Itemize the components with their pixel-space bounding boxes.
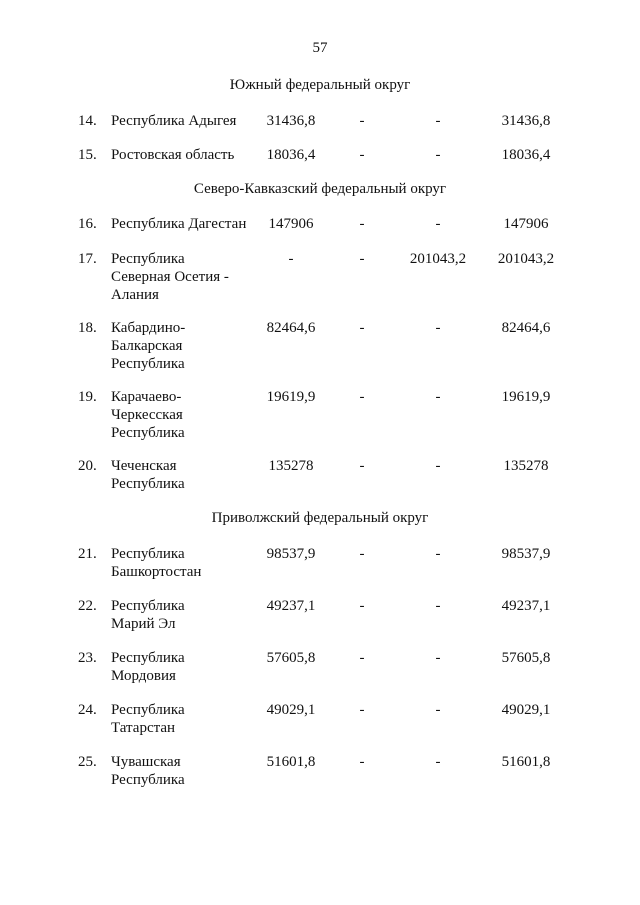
row-number: 14. xyxy=(78,113,97,129)
row-number: 21. xyxy=(78,546,97,562)
region-name: Чеченская Республика xyxy=(111,458,185,492)
value-col-2: - xyxy=(359,754,365,770)
table-row xyxy=(0,753,640,813)
row-number: 16. xyxy=(78,216,97,232)
value-total: 201043,2 xyxy=(497,251,555,267)
value-col-3: 201043,2 xyxy=(409,251,467,267)
value-col-1: - xyxy=(288,251,294,267)
value-col-2: - xyxy=(359,650,365,666)
value-total: 49237,1 xyxy=(501,598,551,614)
table-row xyxy=(0,250,640,310)
row-number: 15. xyxy=(78,147,97,163)
value-col-1: 51601,8 xyxy=(266,754,316,770)
value-col-2: - xyxy=(359,251,365,267)
value-total: 98537,9 xyxy=(501,546,551,562)
value-col-2: - xyxy=(359,320,365,336)
region-name: Республика Дагестан xyxy=(111,216,247,232)
value-total: 82464,6 xyxy=(501,320,551,336)
value-total: 19619,9 xyxy=(501,389,551,405)
table-row xyxy=(0,319,640,379)
value-col-3: - xyxy=(435,389,441,405)
region-name: Ростовская область xyxy=(111,147,235,163)
value-col-3: - xyxy=(435,650,441,666)
value-col-1: 147906 xyxy=(268,216,314,232)
value-col-2: - xyxy=(359,389,365,405)
table-row xyxy=(0,388,640,448)
region-name: Республика Северная Осетия - Алания xyxy=(111,251,229,303)
value-col-2: - xyxy=(359,216,365,232)
value-col-1: 135278 xyxy=(268,458,314,474)
value-col-3: - xyxy=(435,113,441,129)
region-name: Республика Башкортостан xyxy=(111,546,202,580)
value-total: 31436,8 xyxy=(501,113,551,129)
region-name: Республика Марий Эл xyxy=(111,598,185,632)
value-col-3: - xyxy=(435,598,441,614)
region-name: Карачаево- Черкесская Республика xyxy=(111,389,185,441)
value-col-1: 49237,1 xyxy=(266,598,316,614)
value-total: 147906 xyxy=(503,216,549,232)
value-col-1: 82464,6 xyxy=(266,320,316,336)
value-col-3: - xyxy=(435,216,441,232)
row-number: 17. xyxy=(78,251,97,267)
value-total: 135278 xyxy=(503,458,549,474)
value-total: 49029,1 xyxy=(501,702,551,718)
value-col-1: 31436,8 xyxy=(266,113,316,129)
section-heading-south: Южный федеральный округ xyxy=(229,77,411,93)
value-col-2: - xyxy=(359,702,365,718)
page-number: 57 xyxy=(312,40,328,56)
region-name: Республика Мордовия xyxy=(111,650,185,684)
value-col-3: - xyxy=(435,320,441,336)
value-col-1: 49029,1 xyxy=(266,702,316,718)
value-col-2: - xyxy=(359,598,365,614)
value-total: 51601,8 xyxy=(501,754,551,770)
row-number: 19. xyxy=(78,389,97,405)
row-number: 18. xyxy=(78,320,97,336)
value-col-2: - xyxy=(359,458,365,474)
table-row xyxy=(0,597,640,657)
value-col-1: 98537,9 xyxy=(266,546,316,562)
value-col-2: - xyxy=(359,147,365,163)
table-row xyxy=(0,701,640,761)
table-row xyxy=(0,649,640,709)
value-col-1: 18036,4 xyxy=(266,147,316,163)
value-total: 18036,4 xyxy=(501,147,551,163)
row-number: 24. xyxy=(78,702,97,718)
region-name: Кабардино- Балкарская Республика xyxy=(111,320,186,372)
row-number: 23. xyxy=(78,650,97,666)
value-col-3: - xyxy=(435,458,441,474)
value-col-3: - xyxy=(435,147,441,163)
table-row xyxy=(0,457,640,517)
value-col-3: - xyxy=(435,546,441,562)
value-col-3: - xyxy=(435,702,441,718)
region-name: Республика Татарстан xyxy=(111,702,185,736)
table-row xyxy=(0,545,640,605)
row-number: 25. xyxy=(78,754,97,770)
value-total: 57605,8 xyxy=(501,650,551,666)
row-number: 22. xyxy=(78,598,97,614)
row-number: 20. xyxy=(78,458,97,474)
value-col-3: - xyxy=(435,754,441,770)
section-heading-volga: Приволжский федеральный округ xyxy=(211,510,429,526)
value-col-2: - xyxy=(359,113,365,129)
value-col-1: 19619,9 xyxy=(266,389,316,405)
region-name: Чувашская Республика xyxy=(111,754,185,788)
value-col-2: - xyxy=(359,546,365,562)
value-col-1: 57605,8 xyxy=(266,650,316,666)
section-heading-north-caucasus: Северо-Кавказский федеральный округ xyxy=(193,181,447,197)
region-name: Республика Адыгея xyxy=(111,113,237,129)
